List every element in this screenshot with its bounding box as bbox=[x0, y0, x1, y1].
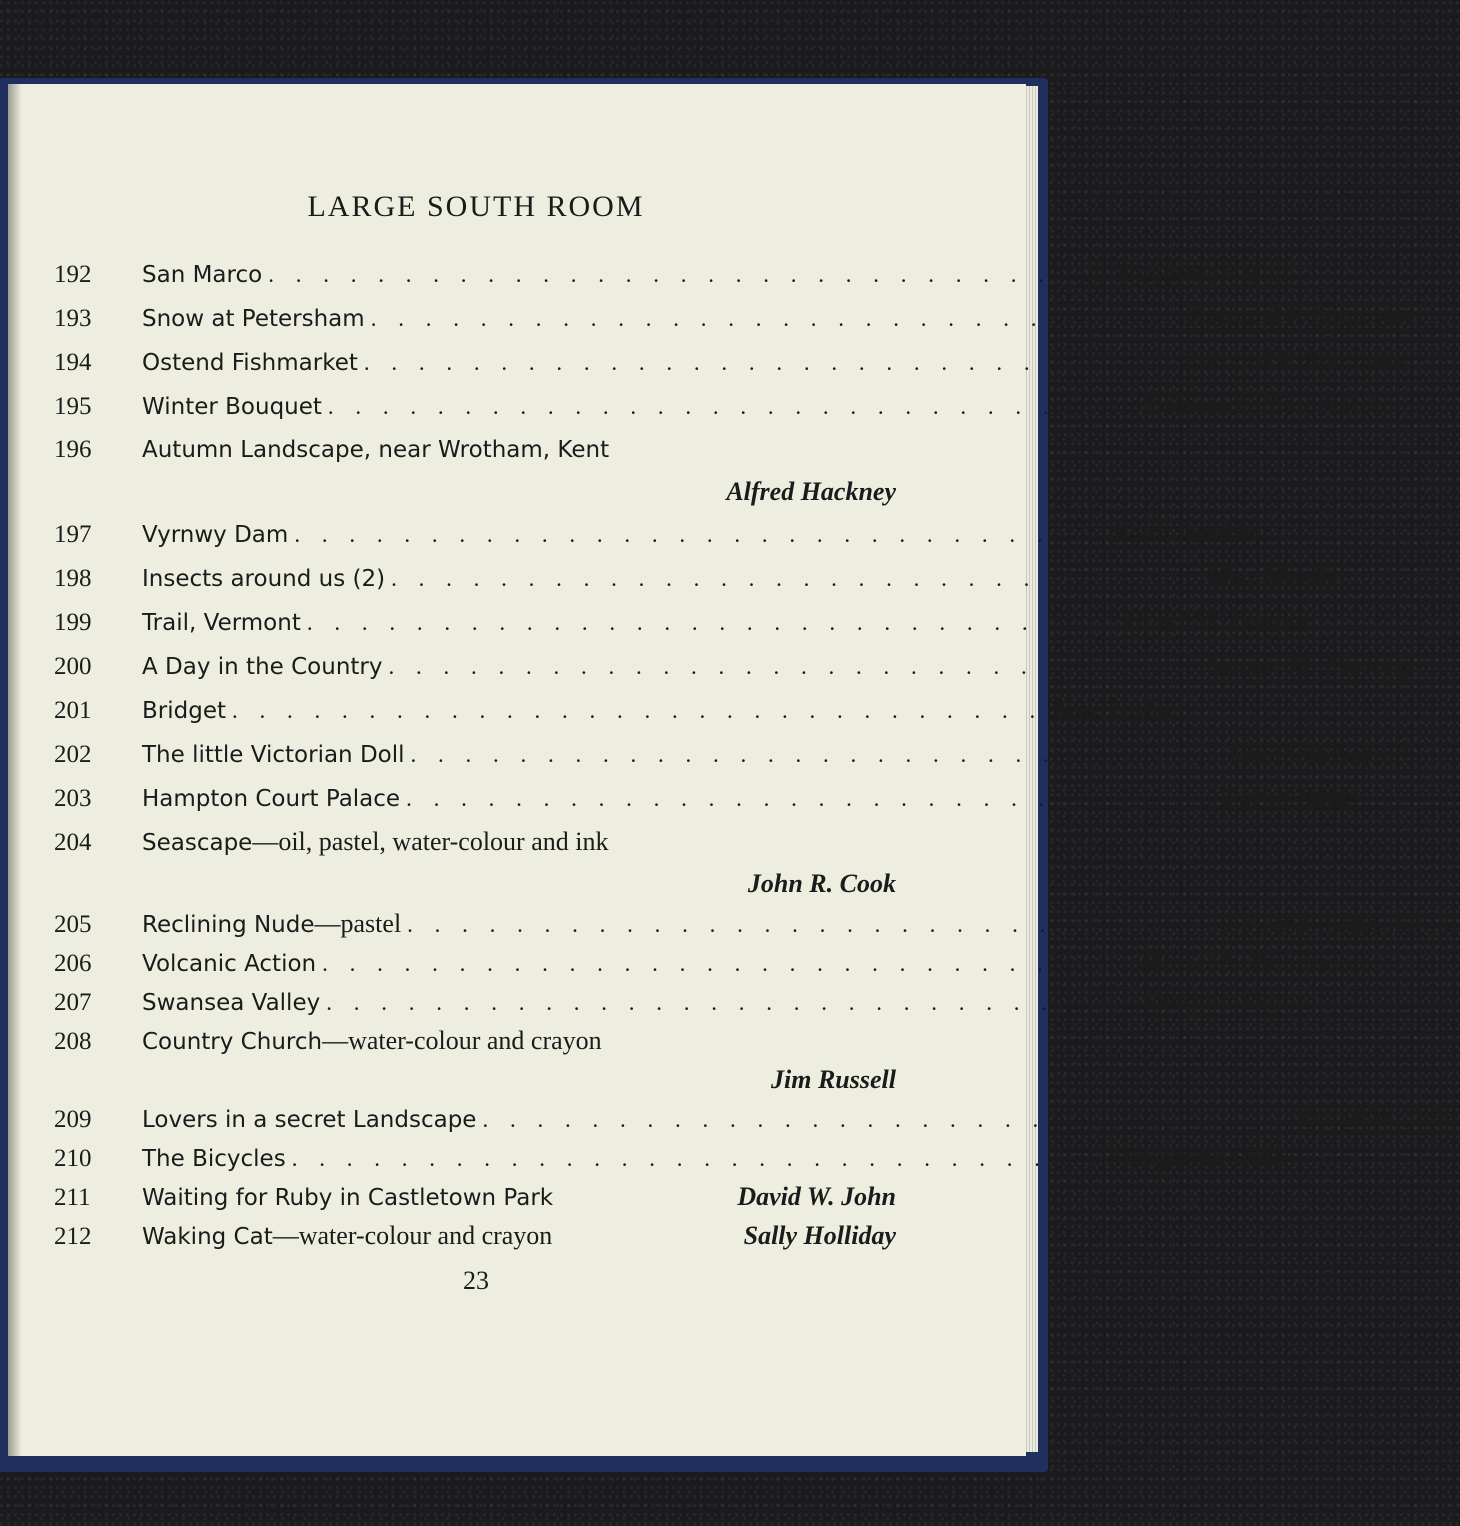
catalogue-entry bbox=[54, 428, 896, 512]
leader-dots: . . . . . . . . . . . . . . . . . . . . . . . . . . . . . . bbox=[322, 951, 1134, 976]
catalogue-entry bbox=[54, 296, 1415, 340]
entry-artist: Lorna Binns bbox=[1223, 783, 1360, 812]
catalogue-page bbox=[8, 84, 1460, 1456]
entry-list bbox=[54, 252, 1460, 1255]
entry-title: Country Church bbox=[142, 1029, 323, 1055]
entry-artist: Bernard P. Batchelor bbox=[1181, 347, 1409, 376]
entry-title: Snow at Petersham bbox=[142, 306, 365, 332]
entry-title: Ostend Fishmarket bbox=[142, 350, 358, 376]
leader-dots: . . . . . . . . . . . . . . . . . . . . . . . . . . . . . . bbox=[482, 1107, 1294, 1132]
catalogue-entry bbox=[54, 776, 1360, 820]
entry-title: Winter Bouquet bbox=[142, 394, 322, 420]
entry-artist: Muriel A. Pemberton bbox=[1139, 948, 1366, 977]
entry-number: 212 bbox=[54, 1223, 92, 1250]
catalogue-entry bbox=[54, 1177, 896, 1216]
entry-artist: David W. John bbox=[1299, 1104, 1459, 1133]
catalogue-entry bbox=[54, 982, 1307, 1021]
entry-number: 194 bbox=[54, 349, 92, 376]
leader-dots: . . . . . . . . . . . . . . . . . . . . . . . . . . . . . . bbox=[391, 566, 1203, 591]
entry-artist: Margareta Stille bbox=[1108, 1143, 1285, 1172]
entry-artist: Bernard P. Batchelor bbox=[1187, 303, 1415, 332]
entry-number: 210 bbox=[54, 1145, 92, 1172]
entry-number: 206 bbox=[54, 950, 92, 977]
catalogue-entry bbox=[54, 384, 1390, 428]
entry-number: 211 bbox=[54, 1184, 91, 1211]
page-number: 23 bbox=[463, 1266, 489, 1295]
artist-distinction: A.R.A. bbox=[1388, 911, 1460, 938]
entry-medium: —oil, pastel, water-colour and ink bbox=[252, 827, 609, 856]
entry-number: 207 bbox=[54, 989, 92, 1016]
entry-number: 197 bbox=[54, 521, 92, 548]
leader-dots: . . . . . . . . . . . . . . . . . . . . . . . . . . . . . . bbox=[291, 1146, 1103, 1171]
catalogue-entry bbox=[54, 252, 1289, 296]
leader-dots: . . . . . . . . . . . . . . . . . . . . . . . . . . . . . . bbox=[410, 742, 1222, 767]
entry-artist: Sally Holliday bbox=[743, 1221, 896, 1250]
entry-title: Vyrnwy Dam bbox=[142, 522, 289, 548]
artist-distinction: A.R.A. bbox=[1317, 393, 1390, 420]
catalogue-entry bbox=[54, 820, 896, 904]
entry-artist: Jane Taylor bbox=[1049, 695, 1177, 724]
leader-dots: . . . . . . . . . . . . . . . . . . . . . . . . . . . . . . bbox=[326, 990, 1138, 1015]
leader-dots: . . . . . . . . . . . . . . . . . . . . . . . . . . . . . . bbox=[294, 522, 1106, 547]
entry-number: 204 bbox=[54, 829, 92, 856]
leader-dots: . . . . . . . . . . . . . . . . . . . . . . . . . . . . . . bbox=[370, 306, 1182, 331]
catalogue-entry bbox=[54, 688, 1177, 732]
entry-number: 208 bbox=[54, 1028, 92, 1055]
entry-artist: Alfred Hackney bbox=[726, 477, 896, 506]
catalogue-entry bbox=[54, 1021, 896, 1099]
entry-title: The Bicycles bbox=[142, 1146, 286, 1172]
entry-title: Trail, Vermont bbox=[142, 610, 301, 636]
entry-number: 203 bbox=[54, 785, 92, 812]
entry-number: 199 bbox=[54, 609, 92, 636]
entry-number: 205 bbox=[54, 911, 92, 938]
entry-number: 198 bbox=[54, 565, 92, 592]
entry-medium: —pastel bbox=[314, 909, 402, 938]
entry-title: Seascape bbox=[142, 830, 253, 856]
entry-number: 196 bbox=[54, 436, 92, 463]
leader-dots: . . . . . . . . . . . . . . . . . . . . . . . . . . . . . . bbox=[306, 610, 1119, 635]
entry-title: Waking Cat bbox=[142, 1224, 273, 1250]
leader-dots: . . . . . . . . . . . . . . . . . . . . . . . . . . . . . . bbox=[268, 262, 1080, 287]
entry-artist: Gillian M. Furlong bbox=[1205, 651, 1414, 680]
entry-title: Insects around us (2) bbox=[142, 566, 386, 592]
entry-title: Volcanic Action bbox=[142, 951, 317, 977]
leader-dots: . . . . . . . . . . . . . . . . . . . . . . . . . . . . . . bbox=[232, 698, 1044, 723]
entry-number: 195 bbox=[54, 393, 92, 420]
entry-title: Hampton Court Palace bbox=[142, 786, 401, 812]
catalogue-entry bbox=[54, 1138, 1285, 1177]
entry-title: Swansea Valley bbox=[142, 990, 321, 1016]
entry-title: The little Victorian Doll bbox=[142, 742, 405, 768]
entry-artist: A. Henderson Hall bbox=[1085, 259, 1289, 288]
leader-dots: . . . . . . . . . . . . . . . . . . . . . . . . . . . . . . bbox=[406, 786, 1218, 811]
entry-artist: Edward Wolfe, bbox=[1224, 909, 1383, 938]
entry-medium: —water-colour and crayon bbox=[272, 1221, 553, 1250]
leader-dots: . . . . . . . . . . . . . . . . . . . . . . . . . . . . . . bbox=[388, 654, 1200, 679]
entry-number: 200 bbox=[54, 653, 92, 680]
room-heading: LARGE SOUTH ROOM bbox=[307, 190, 645, 223]
catalogue-entry bbox=[54, 732, 1410, 776]
entry-title: Bridget bbox=[142, 698, 226, 724]
entry-title: Reclining Nude bbox=[142, 912, 315, 938]
catalogue-entry bbox=[54, 943, 1366, 982]
catalogue-entry bbox=[54, 512, 1267, 556]
entry-title: A Day in the Country bbox=[142, 654, 383, 680]
catalogue-entry bbox=[54, 340, 1409, 384]
entry-number: 202 bbox=[54, 741, 92, 768]
catalogue-entry bbox=[54, 644, 1414, 688]
catalogue-entry bbox=[54, 904, 1460, 943]
catalogue-entry bbox=[54, 556, 1350, 600]
entry-title: San Marco bbox=[142, 262, 263, 288]
leader-dots: . . . . . . . . . . . . . . . . . . . . . . . . . . . . . . bbox=[327, 394, 1140, 419]
entry-artist: William Gillies, bbox=[1145, 391, 1312, 420]
entry-artist: Keith Dunkley bbox=[1111, 519, 1267, 548]
entry-number: 192 bbox=[54, 261, 92, 288]
leader-dots: . . . . . . . . . . . . . . . . . . . . . . . . . . . . . . bbox=[407, 912, 1219, 937]
entry-artist: Max Mueller bbox=[1208, 563, 1350, 592]
entry-artist: Jim Russell bbox=[771, 1065, 896, 1094]
catalogue-entry bbox=[54, 600, 1312, 644]
entry-number: 209 bbox=[54, 1106, 92, 1133]
entry-artist: Hazel M. Connor bbox=[1124, 607, 1312, 636]
entry-title: Autumn Landscape, near Wrotham, Kent bbox=[142, 437, 610, 463]
spine-shadow bbox=[8, 84, 22, 1456]
entry-artist: Elizabeth Sorrell bbox=[1227, 739, 1410, 768]
entry-artist: Eurgain Evans bbox=[1143, 987, 1307, 1016]
catalogue-entry bbox=[54, 1216, 896, 1255]
entry-artist: David W. John bbox=[737, 1182, 896, 1211]
catalogue-entry bbox=[54, 1099, 1459, 1138]
entry-title: Waiting for Ruby in Castletown Park bbox=[142, 1185, 554, 1211]
entry-number: 201 bbox=[54, 697, 92, 724]
entry-number: 193 bbox=[54, 305, 92, 332]
entry-artist: John R. Cook bbox=[747, 869, 896, 898]
entry-title: Lovers in a secret Landscape bbox=[142, 1107, 477, 1133]
entry-medium: —water-colour and crayon bbox=[322, 1026, 602, 1055]
leader-dots: . . . . . . . . . . . . . . . . . . . . . . . . . . . . . . bbox=[363, 350, 1176, 375]
